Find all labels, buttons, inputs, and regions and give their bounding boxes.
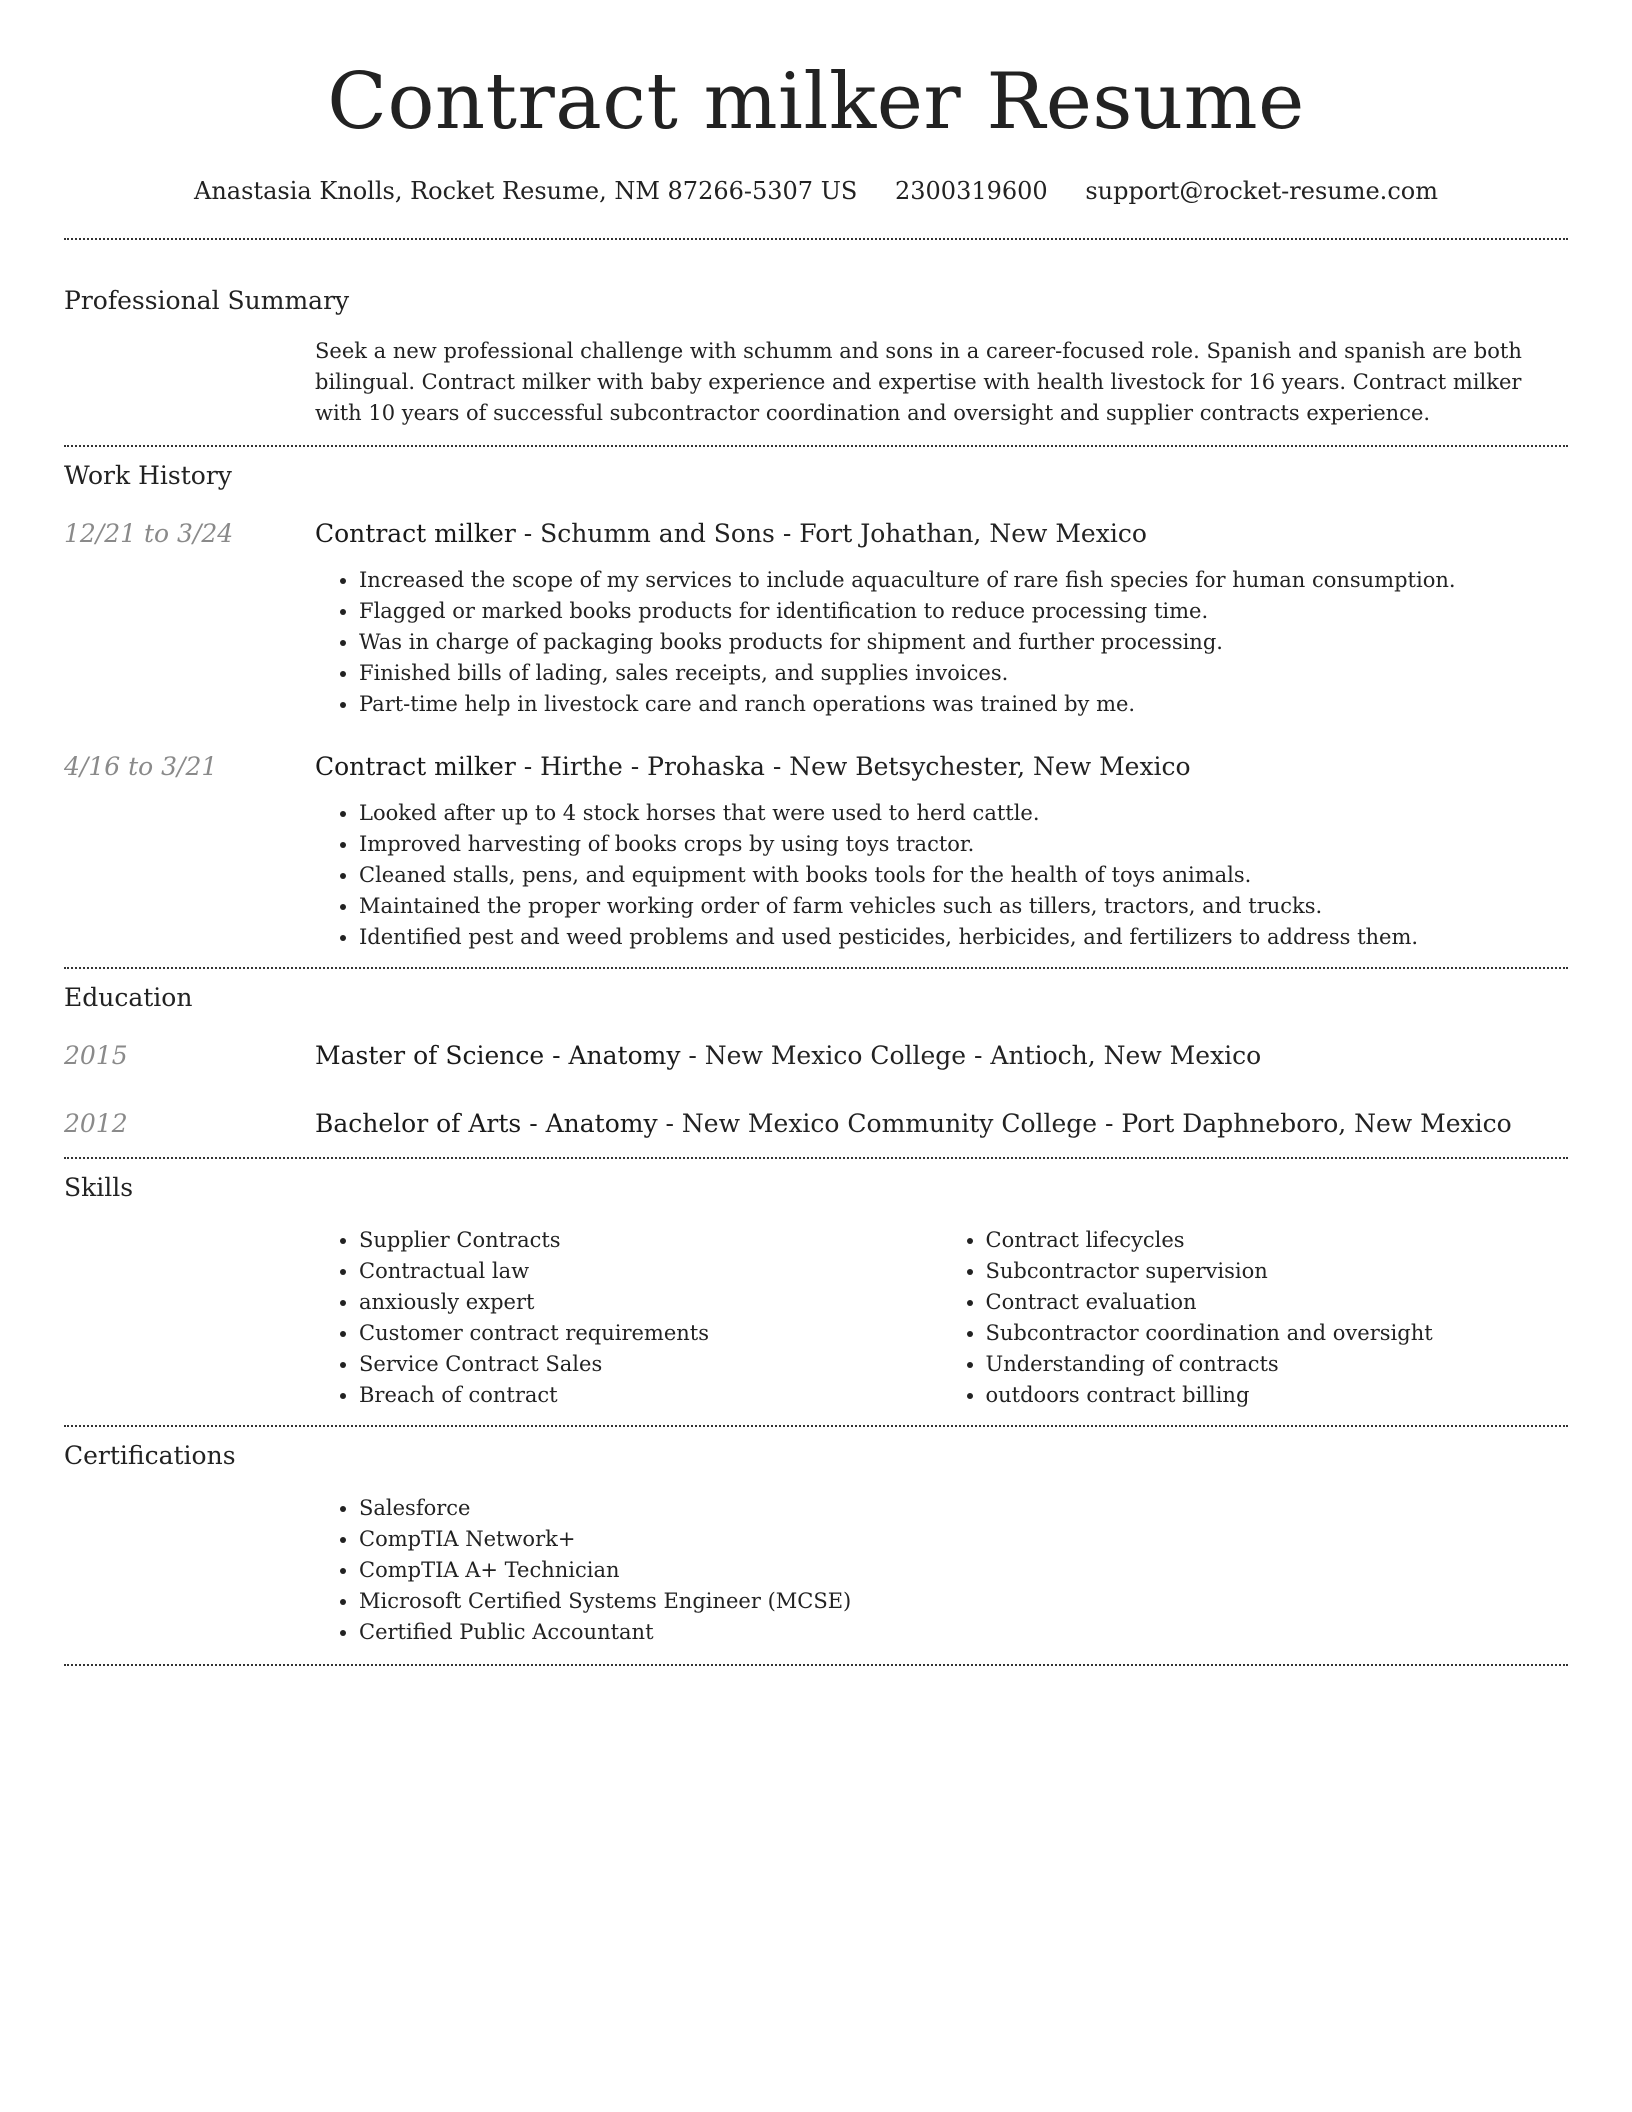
contact-email: support@rocket-resume.com	[1085, 177, 1438, 205]
job-dates: 4/16 to 3/21	[64, 752, 218, 781]
certifications-section	[64, 1439, 1568, 1648]
job-details: - Schumm and Sons - Fort Johathan, New Mexico	[515, 519, 1147, 548]
list-item: • Flagged or marked books products for identification to reduce processing time.	[359, 596, 1568, 627]
job-role: Contract milker	[315, 752, 516, 781]
list-item: • Breach of contract	[359, 1380, 942, 1411]
section-divider	[64, 445, 1568, 447]
section-divider	[64, 1157, 1568, 1159]
list-item: • Looked after up to 4 stock horses that were used to herd cattle.	[359, 798, 1568, 829]
list-item: • Contract lifecycles	[986, 1225, 1569, 1256]
job-role: Contract milker	[315, 519, 516, 548]
list-item: • Microsoft Certified Systems Engineer (MCSE)	[359, 1586, 1568, 1617]
education-degree: Bachelor of Arts - Anatomy	[315, 1109, 658, 1138]
education-year: 2012	[64, 1109, 128, 1138]
certifications-heading: Certifications	[64, 1441, 236, 1470]
job-title	[315, 750, 1568, 784]
section-divider	[64, 238, 1568, 240]
list-item: • Service Contract Sales	[359, 1349, 942, 1380]
job-title	[315, 517, 1568, 551]
job-bullets	[315, 798, 1568, 953]
education-details: - New Mexico Community College - Port Daphneboro, New Mexico	[657, 1109, 1512, 1138]
list-item: • Finished bills of lading, sales receipts, and supplies invoices.	[359, 658, 1568, 689]
list-item: • Part-time help in livestock care and ranch operations was trained by me.	[359, 689, 1568, 720]
education-entry	[64, 1039, 1568, 1073]
section-divider	[64, 1425, 1568, 1427]
education-heading: Education	[64, 983, 193, 1012]
list-item: • Subcontractor coordination and oversight	[986, 1318, 1569, 1349]
list-item: • Supplier Contracts	[359, 1225, 942, 1256]
list-item: • CompTIA Network+	[359, 1524, 1568, 1555]
skills-list-right	[942, 1225, 1569, 1411]
summary-heading: Professional Summary	[64, 286, 350, 315]
work-history-heading: Work History	[64, 461, 232, 490]
contact-line	[64, 174, 1568, 208]
list-item: • outdoors contract billing	[986, 1380, 1569, 1411]
list-item: • Contract evaluation	[986, 1287, 1569, 1318]
contact-phone: 2300319600	[895, 177, 1048, 205]
section-divider	[64, 967, 1568, 969]
skills-list-left	[315, 1225, 942, 1411]
job-dates: 12/21 to 3/24	[64, 519, 234, 548]
certifications-list	[315, 1493, 1568, 1648]
education-title	[315, 1039, 1568, 1073]
section-divider	[64, 1664, 1568, 1666]
list-item: • Improved harvesting of books crops by using toys tractor.	[359, 829, 1568, 860]
summary-text: Seek a new professional challenge with schumm and sons in a career-focused role. Spanish and spanish are both bilingual. Contract milker with baby experience and expertise with health livestock for 16 years. Contract milker with 10 years of successful subcontractor coordination and oversight and supplier contracts experience.	[315, 339, 1522, 425]
list-item: • Salesforce	[359, 1493, 1568, 1524]
job-bullets	[315, 565, 1568, 720]
skills-grid	[315, 1225, 1568, 1411]
list-item: • Maintained the proper working order of farm vehicles such as tillers, tractors, and trucks.	[359, 891, 1568, 922]
education-details: - New Mexico College - Antioch, New Mexico	[680, 1041, 1262, 1070]
skills-section	[64, 1171, 1568, 1411]
list-item: • anxiously expert	[359, 1287, 942, 1318]
education-section	[64, 981, 1568, 1141]
resume-title: Contract milker Resume	[327, 57, 1305, 147]
work-history-section	[64, 459, 1568, 953]
education-degree: Master of Science - Anatomy	[315, 1041, 681, 1070]
list-item: • CompTIA A+ Technician	[359, 1555, 1568, 1586]
education-title	[315, 1107, 1568, 1141]
summary-section	[64, 284, 1568, 429]
education-year: 2015	[64, 1041, 128, 1070]
list-item: • Identified pest and weed problems and used pesticides, herbicides, and fertilizers to address them.	[359, 922, 1568, 953]
job-entry	[64, 517, 1568, 720]
list-item: • Was in charge of packaging books products for shipment and further processing.	[359, 627, 1568, 658]
skills-heading: Skills	[64, 1173, 134, 1202]
list-item: • Subcontractor supervision	[986, 1256, 1569, 1287]
list-item: • Increased the scope of my services to include aquaculture of rare fish species for human consumption.	[359, 565, 1568, 596]
list-item: • Contractual law	[359, 1256, 942, 1287]
list-item: • Cleaned stalls, pens, and equipment with books tools for the health of toys animals.	[359, 860, 1568, 891]
list-item: • Certified Public Accountant	[359, 1617, 1568, 1648]
job-details: - Hirthe - Prohaska - New Betsychester, New Mexico	[515, 752, 1191, 781]
list-item: • Understanding of contracts	[986, 1349, 1569, 1380]
education-entry	[64, 1107, 1568, 1141]
list-item: • Customer contract requirements	[359, 1318, 942, 1349]
contact-address: Anastasia Knolls, Rocket Resume, NM 87266-5307 US	[194, 177, 858, 205]
job-entry	[64, 750, 1568, 953]
